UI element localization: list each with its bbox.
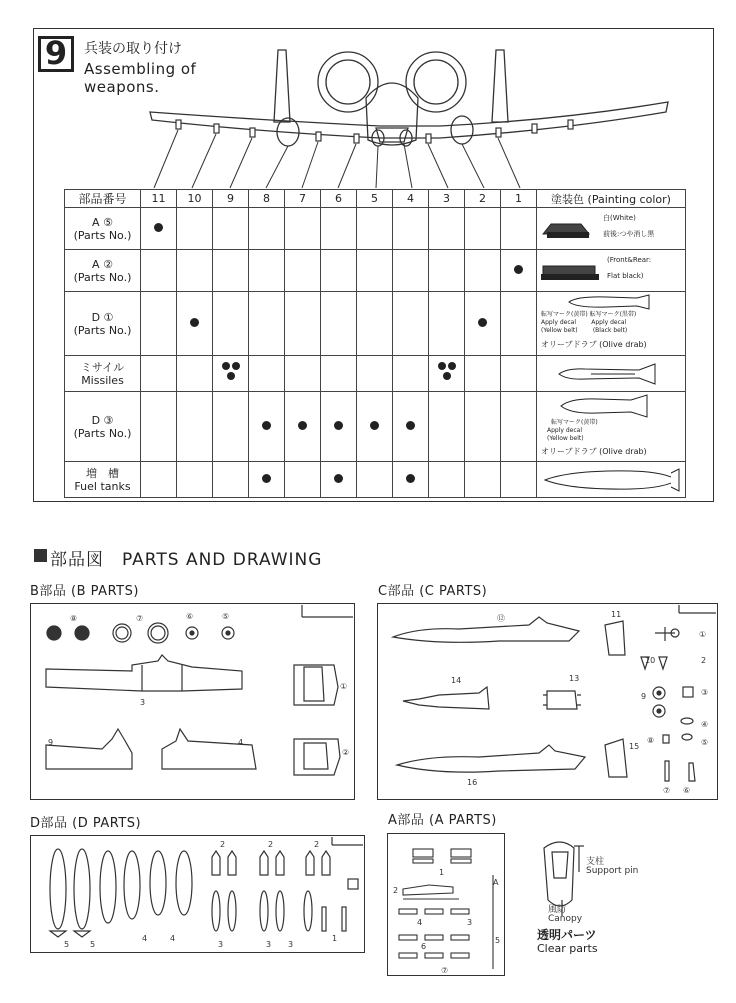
part-number: ⑤ <box>222 612 230 621</box>
bomb-icon <box>567 294 657 310</box>
table-row <box>65 250 686 292</box>
clear-parts-title-jp: 透明パーツ <box>537 928 597 942</box>
part-number: 11 <box>611 610 622 619</box>
part-number: 5 <box>90 940 96 949</box>
b-parts-drawing <box>32 605 353 798</box>
mount-dot <box>190 318 199 327</box>
part-number: 14 <box>451 676 462 685</box>
paint-cell: (Front&Rear: Flat black) <box>537 250 686 292</box>
part-number: 6 <box>421 942 427 951</box>
part-number: ⑫ <box>497 614 505 623</box>
station-header: 8 <box>249 190 285 208</box>
table-row <box>65 292 686 356</box>
paint-cell <box>537 356 686 392</box>
support-pin-label-jp: 支柱 <box>586 857 605 867</box>
mount-dot <box>262 474 271 483</box>
part-number: ⑧ <box>647 736 655 745</box>
part-number: 4 <box>238 738 244 747</box>
part-number: ⑥ <box>683 786 691 795</box>
c-parts-title: C部品 (C PARTS) <box>378 584 488 599</box>
part-number: 2 <box>268 840 274 849</box>
row-label: A ⑤ (Parts No.) <box>65 208 141 250</box>
part-number: 1 <box>332 934 338 943</box>
part-number: 9 <box>641 692 647 701</box>
station-header: 6 <box>321 190 357 208</box>
table-row <box>65 356 686 392</box>
missile-dots <box>436 362 458 382</box>
station-header: 1 <box>501 190 537 208</box>
support-pin-label-en: Support pin <box>586 866 639 876</box>
part-number: 2 <box>220 840 226 849</box>
step-title-en-2: weapons. <box>84 78 160 96</box>
mount-dot <box>298 421 307 430</box>
section-marker-square <box>34 549 47 562</box>
painting-color-header: 塗装色 (Painting color) <box>537 190 686 208</box>
table-row <box>65 392 686 462</box>
part-number: A <box>493 878 499 887</box>
part-number: ⑦ <box>441 966 449 974</box>
station-header: 7 <box>285 190 321 208</box>
part-number: 16 <box>467 778 478 787</box>
parts-number-header: 部品番号 <box>65 190 141 208</box>
part-number: 3 <box>467 918 473 927</box>
clear-parts-title-en: Clear parts <box>537 942 598 955</box>
step-number: 9 <box>44 34 68 72</box>
part-number: ⑦ <box>663 786 671 795</box>
paint-cell: 転写マーク(黄帯) 転写マーク(黒帯) Apply decal Apply decal (Yellow belt) (Black belt) オリーブドラブ (Olive drab) <box>537 292 686 356</box>
weapon-stations-table <box>64 189 686 498</box>
station-header: 4 <box>393 190 429 208</box>
part-number: 3 <box>140 698 146 707</box>
fuel-tank-icon <box>541 467 681 493</box>
part-number: 4 <box>170 934 176 943</box>
bomb-icon <box>557 394 657 418</box>
row-label: D ③ (Parts No.) <box>65 392 141 462</box>
a-parts-title: A部品 (A PARTS) <box>388 813 497 828</box>
paint-cell: 転写マーク(黄帯) Apply decal (Yellow belt) オリーブドラブ (Olive drab) <box>537 392 686 462</box>
row-label: D ① (Parts No.) <box>65 292 141 356</box>
paint-cell <box>537 462 686 498</box>
station-header: 11 <box>141 190 177 208</box>
part-number: ② <box>342 748 350 757</box>
part-number: 3 <box>266 940 272 949</box>
mount-dot <box>478 318 487 327</box>
part-number: 2 <box>393 886 399 895</box>
mount-dot <box>370 421 379 430</box>
mount-dot <box>334 474 343 483</box>
part-number: 3 <box>218 940 224 949</box>
part-number: 15 <box>629 742 640 751</box>
b-parts-title: B部品 (B PARTS) <box>30 584 139 599</box>
support-pin-drawing <box>572 842 586 874</box>
step-title-jp: 兵装の取り付け <box>84 41 182 57</box>
part-number: ④ <box>701 720 709 729</box>
mount-dot <box>514 265 523 274</box>
station-header: 2 <box>465 190 501 208</box>
part-number: 2 <box>314 840 320 849</box>
part-number: 13 <box>569 674 580 683</box>
station-header: 10 <box>177 190 213 208</box>
table-row <box>65 462 686 498</box>
part-number: 2 <box>701 656 707 665</box>
d-parts-drawing <box>32 837 363 951</box>
station-header: 3 <box>429 190 465 208</box>
part-number: ③ <box>701 688 709 697</box>
part-number: ① <box>699 630 707 639</box>
mount-dot <box>334 421 343 430</box>
part-number: ⑤ <box>701 738 709 747</box>
mount-dot <box>262 421 271 430</box>
row-label: A ② (Parts No.) <box>65 250 141 292</box>
part-number: 5 <box>64 940 70 949</box>
d-parts-title: D部品 (D PARTS) <box>30 816 142 831</box>
paint-cell: 白(White) 前後:つや消し黒 <box>537 208 686 250</box>
a-parts-drawing <box>389 835 503 974</box>
part-number: 4 <box>142 934 148 943</box>
row-label: ミサイル Missiles <box>65 356 141 392</box>
part-number: ⑧ <box>70 614 78 623</box>
part-number: 1 <box>439 868 445 877</box>
part-number: 5 <box>495 936 501 945</box>
missile-icon <box>555 362 665 386</box>
table-row <box>65 208 686 250</box>
part-number: 4 <box>417 918 423 927</box>
part-number: ⑦ <box>136 614 144 623</box>
mount-dot <box>406 474 415 483</box>
mount-dot <box>406 421 415 430</box>
part-number: 3 <box>288 940 294 949</box>
missile-dots <box>220 362 242 382</box>
station-header: 5 <box>357 190 393 208</box>
parts-section-title: 部品図 PARTS AND DRAWING <box>50 550 323 570</box>
station-header: 9 <box>213 190 249 208</box>
canopy-label-en: Canopy <box>548 914 583 924</box>
aircraft-front-view-drawing <box>140 40 680 200</box>
row-label: 増 槽 Fuel tanks <box>65 462 141 498</box>
part-number: ① <box>340 682 348 691</box>
rocket-pod-icon <box>541 214 593 244</box>
step-title-en-1: Assembling of <box>84 60 197 78</box>
bomb-rack-icon <box>539 256 603 286</box>
c-parts-drawing <box>379 605 716 798</box>
canopy-label-jp: 風防 <box>548 905 567 915</box>
mount-dot <box>154 223 163 232</box>
part-number: 9 <box>48 738 54 747</box>
part-number: ⑥ <box>186 612 194 621</box>
part-number: 10 <box>645 656 656 665</box>
